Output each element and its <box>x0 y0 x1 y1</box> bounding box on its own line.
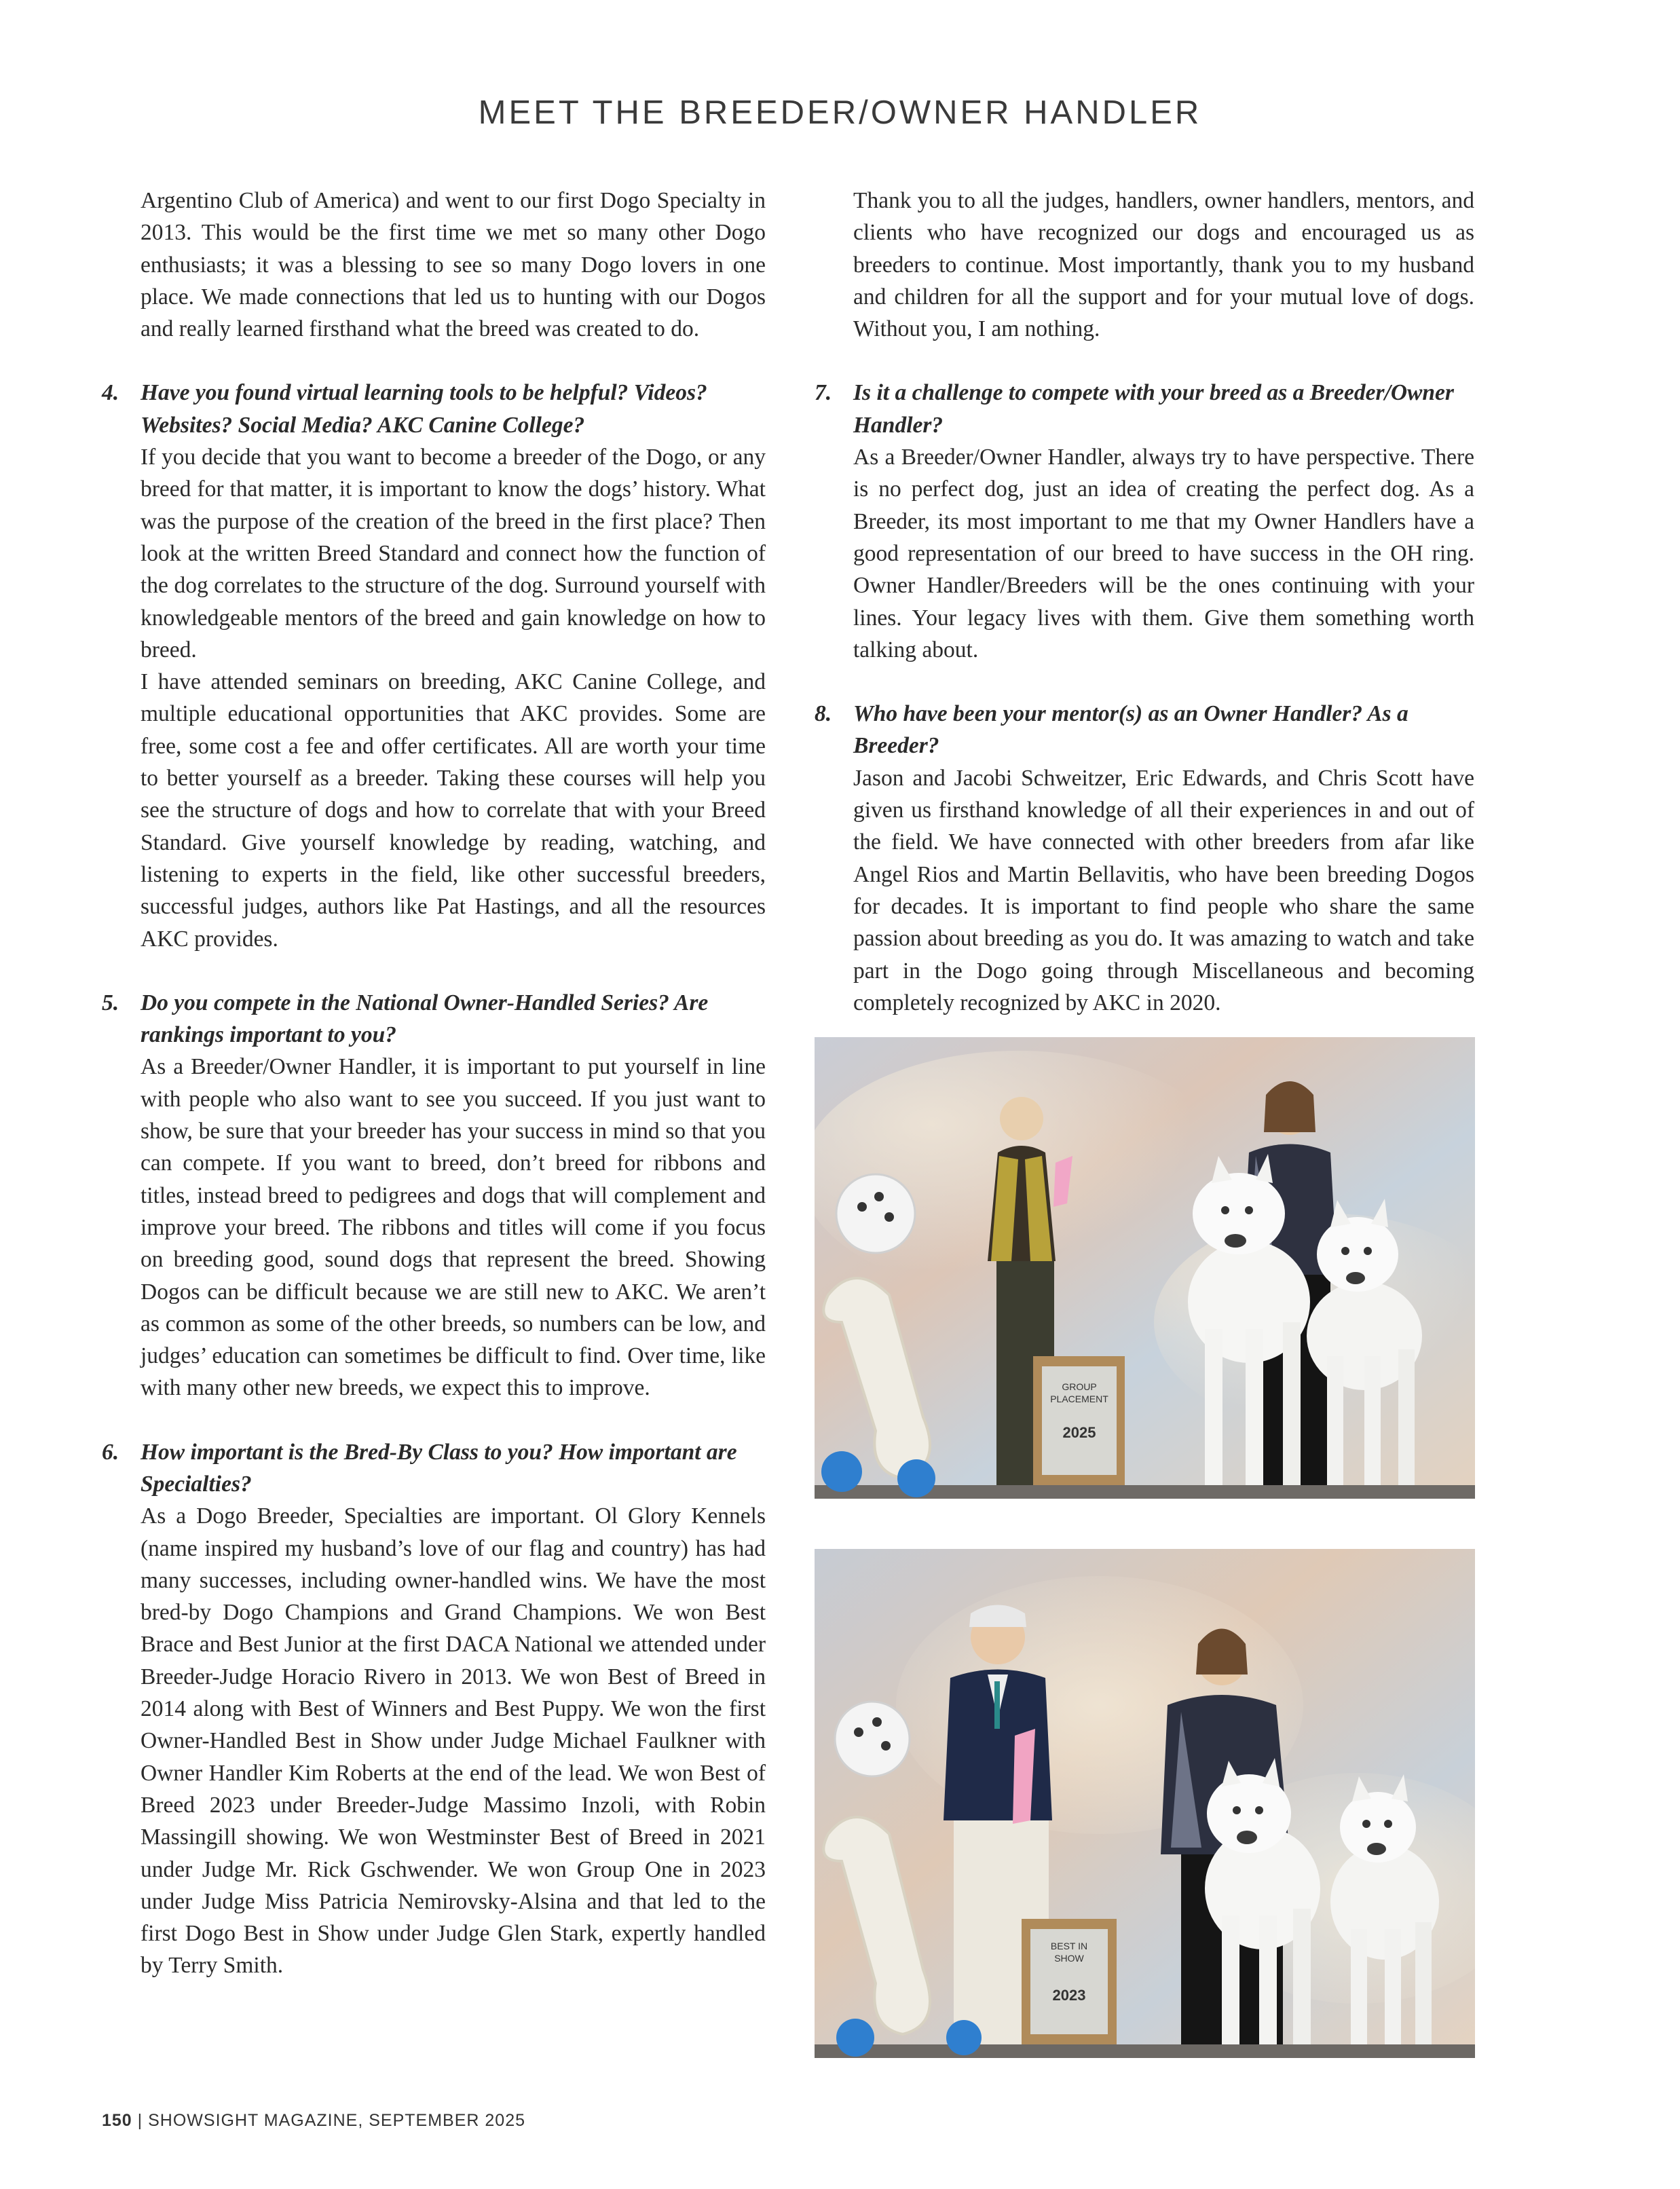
question-7 <box>815 377 1474 441</box>
question-number: 8. <box>815 701 832 727</box>
answer-4-paragraph-1: If you decide that you want to become a breeder of the Dogo, or any breed for that matter, it is important to know the dogs’ history. What was the purpose of the creation of the breed in the first place? Then look at the written Breed Standard and connect how the function of the dog correlates to the structure of the dog. Surround yourself with knowledgeable mentors of the breed and gain knowledge on how to breed. <box>141 445 766 662</box>
question-4-section <box>102 377 766 954</box>
question-number: 7. <box>815 380 832 406</box>
intro-paragraph: Argentino Club of America) and went to our first Dogo Specialty in 2013. This would be the first time we met so many other Dogo enthusiasts; it was a blessing to see so many Dogo lovers in one place. We made connections that led us to hunting with our Dogos and really learned firsthand what the breed was created to do. <box>141 188 766 342</box>
answer-7: As a Breeder/Owner Handler, always try to have perspective. There is no perfect dog, just an idea of creating the perfect dog. As a Breeder, its most important to me that my Owner Handlers have a good representation of our breed to have success in the OH ring. Owner Handler/Breeders will be the ones continuing with your lines. Your legacy lives with them. Give them something worth talking about. <box>853 445 1474 662</box>
question-5-section <box>102 987 766 1404</box>
question-number: 4. <box>102 380 119 406</box>
question-text: Do you compete in the National Owner-Handled Series? Are rankings important to you? <box>141 990 709 1048</box>
page-number: 150 <box>102 2111 132 2130</box>
group-placement-photo-art <box>815 1037 1475 1499</box>
best-in-show-photo-art <box>815 1549 1475 2058</box>
sign-line-1: BEST IN <box>1050 1941 1088 1951</box>
question-text: Is it a challenge to compete with your breed as a Breeder/Owner Handler? <box>853 380 1454 438</box>
footer-separator: | <box>137 2111 143 2130</box>
answer-6: As a Dogo Breeder, Specialties are important. Ol Glory Kennels (name inspired my husband’s love of our flag and country) has had many successes, including owner-handled wins. We have the most bred-by Dogo Champions and Grand Champions. We won Best Brace and Best Junior at the first DACA National we attended under Breeder-Judge Horacio Rivero in 2013. We won Best of Breed in 2014 along with Best of Winners and Best Puppy. We won the first Owner-Handled Best in Show under Judge Michael Faulkner with Owner Handler Kim Roberts at the end of the lead. We won Best of Breed 2023 under Breeder-Judge Massimo Inzoli, with Robin Massingill showing. We won Westminster Best of Breed in 2021 under Judge Mr. Rick Gschwender. We won Group One in 2023 under Judge Miss Patricia Nemirovsky-Alsina and that led to the first Dogo Best in Show under Judge Glen Stark, expertly handled by Terry Smith. <box>141 1503 766 1979</box>
question-text: How important is the Bred-By Class to you? How important are Specialties? <box>141 1439 737 1497</box>
answer-4-paragraph-2: I have attended seminars on breeding, AKC Canine College, and multiple educational opportunities that AKC provides. Some are free, some cost a fee and offer certificates. All are worth your time to better yourself as a breeder. Taking these courses will help you see the structure of dogs and how to correlate that with your Breed Standard. Give yourself knowledge by reading, watching, and listening to experts in the field, like other successful breeders, successful judges, authors like Pat Hastings, and all the resources AKC provides. <box>141 669 766 952</box>
sign-line-1: GROUP <box>1062 1381 1097 1392</box>
question-7-section <box>815 377 1474 666</box>
question-text: Who have been your mentor(s) as an Owner Handler? As a Breeder? <box>853 701 1408 759</box>
sign-year: 2023 <box>1052 1987 1086 2004</box>
group-placement-photo <box>815 1037 1475 1499</box>
question-number: 6. <box>102 1439 119 1465</box>
question-4 <box>102 377 766 441</box>
question-8-section <box>815 698 1474 1019</box>
question-6-section <box>102 1436 766 1982</box>
answer-8: Jason and Jacobi Schweitzer, Eric Edwards, and Chris Scott have given us firsthand knowledge of all their experiences in and out of the field. We have connected with other breeders from afar like Angel Rios and Martin Bellavitis, who have been breeding Dogos for decades. It is important to find people who share the same passion about breeding as you do. It was amazing to watch and take part in the Dogo going through Miscellaneous and becoming completely recognized by AKC in 2020. <box>853 765 1474 1015</box>
answer-5: As a Breeder/Owner Handler, it is important to put yourself in line with people who also want to see you succeed. If you just want to show, be sure that your breeder has your success in mind so that you can compete. If you want to breed, don’t breed for ribbons and titles, instead breed to pedigrees and dogs that will complement and improve your breed. The ribbons and titles will come if you focus on breeding good, sound dogs that represent the breed. Showing Dogos can be difficult because we are still new to AKC. We aren’t as common as some of the other breeds, so numbers can be low, and judges’ education can sometimes be difficult to find. Over time, like with many other new breeds, we expect this to improve. <box>141 1054 766 1401</box>
best-in-show-photo <box>815 1549 1475 2058</box>
question-8 <box>815 698 1474 762</box>
publication-name: SHOWSIGHT MAGAZINE, SEPTEMBER 2025 <box>148 2111 525 2130</box>
question-5 <box>102 987 766 1051</box>
left-column <box>102 185 766 1982</box>
page-footer <box>102 2111 525 2131</box>
right-column <box>815 185 1474 1019</box>
question-6 <box>102 1436 766 1501</box>
question-text: Have you found virtual learning tools to be helpful? Videos? Websites? Social Media? AKC Canine College? <box>141 380 707 438</box>
thanks-paragraph: Thank you to all the judges, handlers, owner handlers, mentors, and clients who have recognized our dogs and encouraged us as breeders to continue. Most importantly, thank you to my husband and children for all the support and for your mutual love of dogs. Without you, I am nothing. <box>853 188 1474 342</box>
sign-line-2: PLACEMENT <box>1050 1393 1108 1404</box>
sign-line-2: SHOW <box>1054 1953 1084 1964</box>
page-header-title: MEET THE BREEDER/OWNER HANDLER <box>478 94 1202 131</box>
question-number: 5. <box>102 990 119 1015</box>
sign-year: 2025 <box>1062 1424 1096 1441</box>
